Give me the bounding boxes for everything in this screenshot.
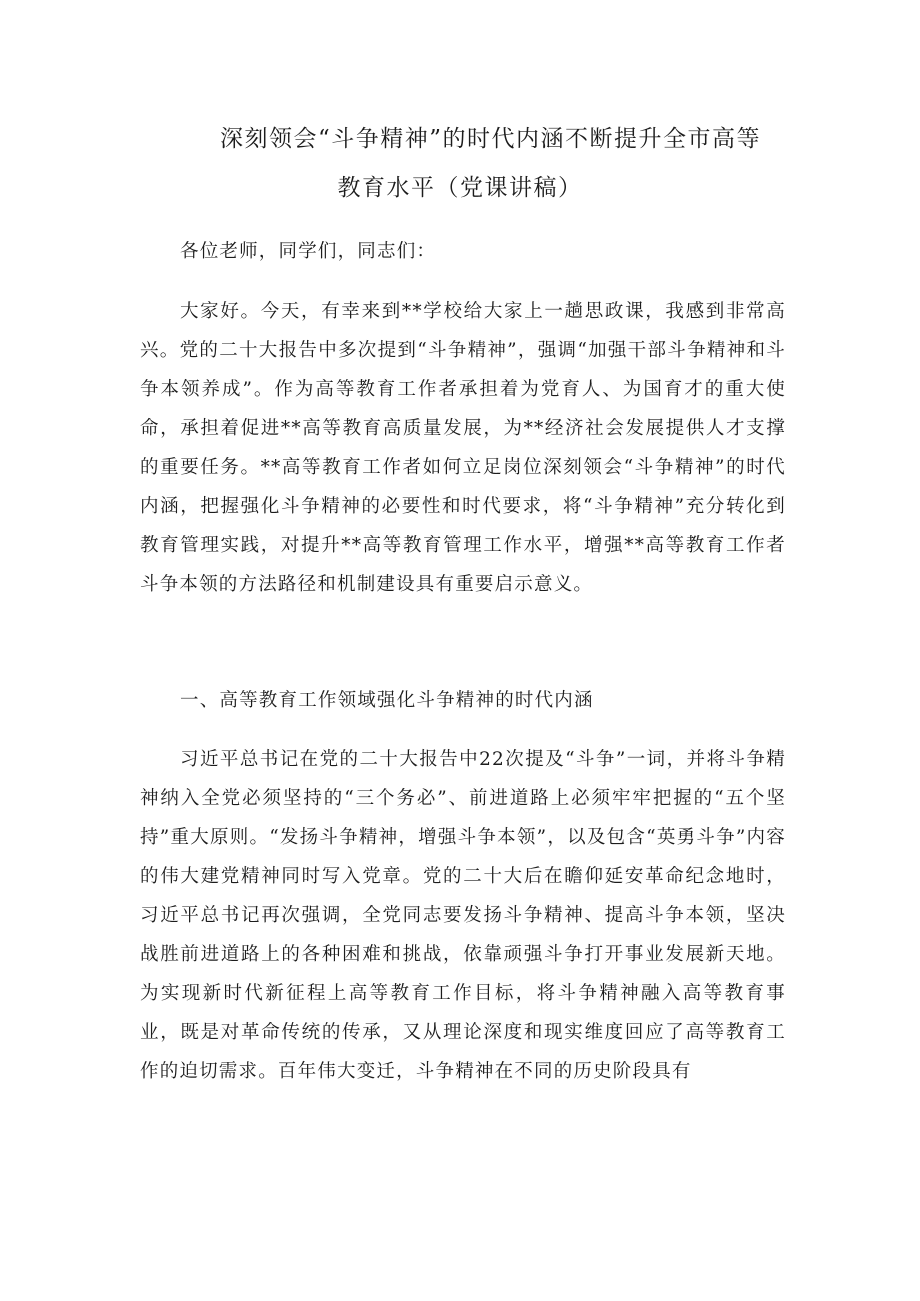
paragraph-section-1: 习近平总书记在党的二十大报告中22次提及“斗争”一词，并将斗争精神纳入全党必须坚持的“三个务必”、前进道路上必须牢牢把握的“五个坚持”重大原则。“发扬斗争精神，增强斗争本领”，以及包含“英勇斗争”内容的伟大建党精神同时写入党章。党的二十大后在瞻仰延安革命纪念地时，习近平总书记再次强调，全党同志要发扬斗争精神、提高斗争本领，坚决战胜前进道路上的各种困难和挑战，依靠顽强斗争打开事业发展新天地。为实现新时代新征程上高等教育工作目标，将斗争精神融入高等教育事业，既是对革命传统的传承，又从理论深度和现实维度回应了高等教育工作的迫切需求。百年伟大变迁，斗争精神在不同的历史阶段具有: [140, 749, 786, 1082]
document-title-line-1: 深刻领会“斗争精神”的时代内涵不断提升全市高等: [220, 126, 762, 152]
greeting: 各位老师，同学们，同志们：: [180, 241, 437, 262]
paragraph-intro: 大家好。今天，有幸来到**学校给大家上一趟思政课，我感到非常高兴。党的二十大报告中多次提到“斗争精神”，强调“加强干部斗争精神和斗争本领养成”。作为高等教育工作者承担着为党育人、为国育才的重大使命，承担着促进**高等教育高质量发展，为**经济社会发展提供人才支撑的重要任务。**高等教育工作者如何立足岗位深刻领会“斗争精神”的时代内涵，把握强化斗争精神的必要性和时代要求，将“斗争精神”充分转化到教育管理实践，对提升**高等教育管理工作水平，增强**高等教育工作者斗争本领的方法路径和机制建设具有重要启示意义。: [140, 301, 786, 595]
section-heading-1: 一、高等教育工作领域强化斗争精神的时代内涵: [180, 690, 594, 711]
document-title-line-2: 教育水平（党课讲稿）: [337, 175, 583, 201]
